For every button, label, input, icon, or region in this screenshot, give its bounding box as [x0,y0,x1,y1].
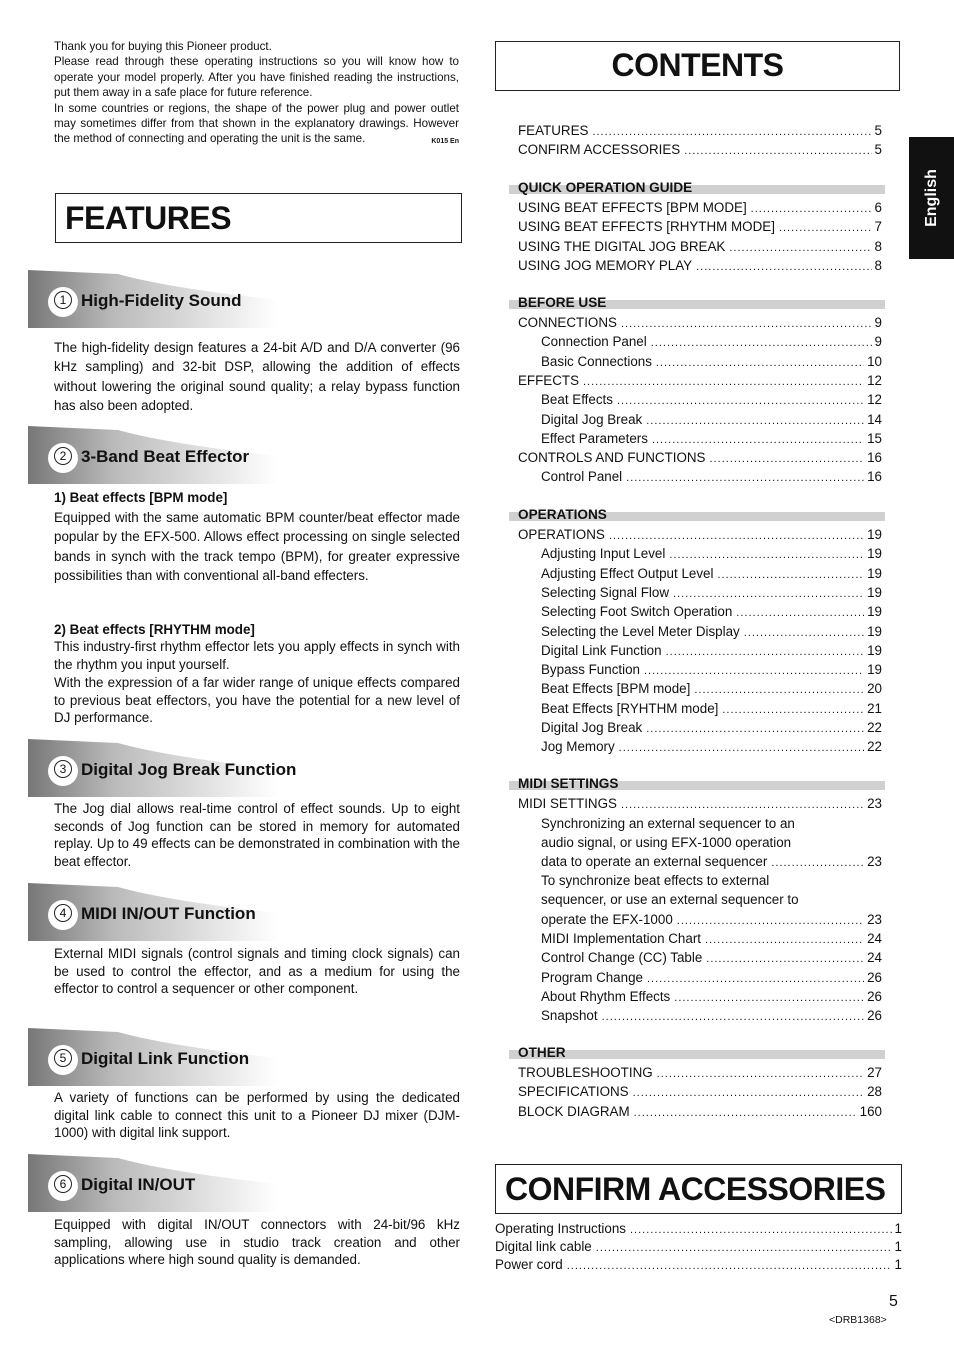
feature-2-header [28,426,278,484]
toc-entry-label: Snapshot [541,1008,598,1024]
accessory-label: Power cord [495,1257,563,1272]
toc-entry-text: Synchronizing an external sequencer to an [541,816,795,831]
feature-2-text1: Equipped with the same automatic BPM counter/beat effector made popular by the EFX-500. Allows effect processing on single selected bands in synch with the track tempo (BPM), for greater expressive possibilities than with conventional all-band effecters. [54,510,460,584]
toc-entry-label: Adjusting Input Level [541,546,666,562]
toc-entry-page: 22 [867,720,882,735]
toc-entry-label: Digital Link Function [541,642,662,658]
toc-leader-dots [744,624,864,642]
toc-entry-label: CONTROLS AND FUNCTIONS [518,450,706,466]
toc-entry [518,795,882,814]
accessories-heading-box [495,1164,902,1214]
toc-leader-dots [647,970,864,988]
intro-paragraph-2-wrap [54,101,459,147]
toc-leader-dots [709,450,864,468]
toc-entry-label: Jog Memory [541,739,615,755]
toc-entry-label: Selecting the Level Meter Display [541,623,740,639]
feature-5-header [28,1028,278,1086]
toc-entry-page: 21 [867,700,882,716]
toc-leader-dots [630,1221,892,1239]
toc-leader-dots [592,123,871,141]
toc-entry [541,949,882,968]
toc-leader-dots [657,1065,864,1083]
feature-4-text: External MIDI signals (control signals and timing clock signals) can be used to control the effector, and as a medium for using the effector to control a sequencer or other component. [54,946,460,997]
toc-entry-page: 12 [867,392,882,408]
toc-entry [541,661,882,680]
feature-4-title: MIDI IN/OUT Function [81,904,256,923]
toc-entry [518,218,882,237]
accessory-item [495,1220,902,1239]
accessory-quantity: 1 [894,1257,902,1272]
toc-entry-label: Adjusting Effect Output Level [541,565,714,581]
toc-entry [518,526,882,545]
toc-entry [541,333,882,352]
toc-leader-dots [633,1084,864,1102]
toc-entry-page: 24 [867,931,882,946]
toc-entry [541,353,882,372]
toc-entry [518,122,882,141]
intro-paragraph-1: Please read through these operating instructions so you will know how to operate your model properly. After you have finished reading the instructions, put them away in a safe place for future reference. [54,55,459,100]
toc-entry-label: CONNECTIONS [518,315,617,330]
toc-entry-label: USING BEAT EFFECTS [RHYTHM MODE] [518,219,775,235]
toc-leader-dots [646,412,864,430]
language-tab [909,137,954,259]
toc-entry-label: data to operate an external sequencer [541,854,768,869]
toc-entry-label: USING JOG MEMORY PLAY [518,257,693,273]
toc-leader-dots [567,1257,892,1275]
toc-leader-dots [602,1008,865,1026]
toc-entry [541,468,882,487]
toc-entry-page: 26 [867,1008,882,1024]
toc-entry-page: 160 [859,1103,882,1119]
feature-2-title: 3-Band Beat Effector [81,447,250,466]
toc-entry-label: Digital Jog Break [541,411,643,427]
feature-2-sub1: 1) Beat effects [BPM mode] [54,490,228,505]
toc-entry [518,314,882,333]
toc-leader-dots [694,681,864,699]
toc-entry-page: 19 [867,642,882,658]
toc-entry-label: operate the EFX-1000 [541,912,673,927]
toc-entry-page: 26 [867,969,882,985]
toc-entry-label: MIDI Implementation Chart [541,931,702,946]
toc-section-title: MIDI SETTINGS [518,776,619,791]
toc-leader-dots [751,200,872,218]
toc-entry-page: 28 [867,1084,882,1100]
toc-entry-page: 8 [874,257,882,273]
accessories-heading: CONFIRM ACCESSORIES [505,1171,886,1207]
toc-section-title: QUICK OPERATION GUIDE [518,180,693,195]
feature-3-text: The Jog dial allows real-time control of effect sounds. Up to eight seconds of Jog function can be stored in memory for automated replay. Up to 49 effects can be demonstrated in combination with the beat effector. [54,801,460,869]
toc-leader-dots [583,373,864,391]
toc-entry-label: MIDI SETTINGS [518,796,617,811]
toc-leader-dots [722,701,864,719]
toc-entry-label: OPERATIONS [518,527,605,542]
toc-leader-dots [646,720,864,738]
page-number: 5 [889,1293,898,1310]
feature-3-number: 3 [54,760,72,778]
toc-entry [541,411,882,430]
toc-entry-page: 20 [867,681,882,697]
toc-entry [541,738,882,757]
toc-entry [541,623,882,642]
toc-entry [518,257,882,276]
toc-entry-text: To synchronize beat effects to external [541,873,770,888]
toc-entry-page: 27 [867,1065,882,1080]
toc-entry [541,545,882,564]
toc-entry-label: FEATURES [518,123,589,138]
feature-2-text2: This industry-first rhythm effector lets you apply effects in synch with the rhythm you input yourself. [54,639,460,672]
toc-entry [541,911,882,930]
feature-6-title: Digital IN/OUT [81,1175,196,1194]
toc-entry [541,680,882,699]
toc-leader-dots [696,258,871,276]
toc-entry-label: Program Change [541,969,643,985]
toc-entry-page: 19 [867,565,882,581]
toc-entry [541,719,882,738]
toc-section-header [509,1046,885,1061]
toc-entry-label: CONFIRM ACCESSORIES [518,142,681,157]
accessory-item [495,1256,902,1275]
toc-leader-dots [717,566,864,584]
toc-entry-page: 9 [874,315,882,330]
toc-entry-page: 5 [874,123,882,138]
contents-heading-box [495,41,900,91]
toc-entry-label: Control Panel [541,469,623,485]
feature-3-title: Digital Jog Break Function [81,760,297,779]
toc-leader-dots [621,315,872,333]
toc-entry [541,565,882,584]
toc-entry-page: 23 [867,796,882,811]
toc-entry-label: Bypass Function [541,662,640,678]
toc-entry-page: 19 [867,527,882,542]
accessory-label: Operating Instructions [495,1221,626,1236]
toc-leader-dots [634,1104,857,1122]
accessory-quantity: 1 [894,1221,902,1236]
toc-entry-label: EFFECTS [518,372,580,388]
toc-leader-dots [652,431,864,449]
toc-entry-label: USING THE DIGITAL JOG BREAK [518,238,726,254]
feature-6-text: Equipped with digital IN/OUT connectors with 24-bit/96 kHz sampling, allowing use in studio track creation and other applications where high sound quality is demanded. [54,1217,460,1268]
toc-leader-dots [674,989,864,1007]
toc-entry-page: 10 [867,353,882,369]
toc-entry-page: 7 [874,219,882,235]
intro-paragraph-2: In some countries or regions, the shape of the power plug and power outlet may sometimes differ from that shown in the explanatory drawings. However the method of connecting and operating the unit is the same. [54,101,459,146]
toc-entry-label: Effect Parameters [541,430,648,446]
intro-text [54,39,459,147]
toc-entry [518,449,882,468]
features-heading-box [55,193,462,243]
toc-section-header [509,296,885,311]
toc-entry [541,700,882,719]
toc-entry [541,430,882,449]
feature-3-header [28,739,297,797]
toc-entry-label: Basic Connections [541,353,652,369]
toc-entry [541,391,882,410]
toc-leader-dots [771,854,864,872]
toc-entry [541,603,882,622]
toc-entry-label: USING BEAT EFFECTS [BPM MODE] [518,200,747,215]
toc-entry [541,988,882,1007]
toc-leader-dots [609,527,864,545]
toc-section-header [509,777,885,792]
toc-leader-dots [705,931,864,949]
feature-1-title: High-Fidelity Sound [81,291,242,310]
toc-entry-label: About Rhythm Effects [541,988,671,1004]
toc-entry-page: 19 [867,584,882,600]
toc-entry [518,1103,882,1122]
feature-4-number: 4 [54,904,72,922]
toc-section-title: BEFORE USE [518,295,607,310]
toc-leader-dots [684,142,871,160]
toc-entry-page: 9 [874,334,882,350]
toc-entry-label: Beat Effects [BPM mode] [541,681,691,697]
toc-entry [518,372,882,391]
toc-entry-label: Digital Jog Break [541,720,643,735]
toc-entry-label: Beat Effects [RYHTHM mode] [541,700,719,716]
toc-entry-page: 6 [874,200,882,215]
toc-entry-label: BLOCK DIAGRAM [518,1103,630,1119]
toc-entry [541,969,882,988]
toc-entry [518,238,882,257]
toc-entry-page: 16 [867,450,882,466]
toc-leader-dots [706,950,864,968]
toc-section-title: OTHER [518,1045,566,1060]
feature-1-header [28,270,278,328]
toc-entry-page: 19 [867,604,882,620]
toc-entry-page: 24 [867,950,882,966]
toc-entry-page: 8 [874,238,882,254]
toc-entry-page: 23 [867,912,882,927]
features-heading: FEATURES [65,200,232,236]
document-code: <DRB1368> [829,1314,887,1326]
toc-entry-page: 19 [867,546,882,562]
accessory-quantity: 1 [894,1239,902,1254]
toc-entry-text: sequencer, or use an external sequencer to [541,892,799,907]
toc-entry [541,642,882,661]
toc-entry-label: TROUBLESHOOTING [518,1065,653,1080]
toc-entry-label: Beat Effects [541,392,613,408]
language-tab-label: English [922,169,940,227]
toc-entry [518,1064,882,1083]
toc-leader-dots [677,912,864,930]
toc-leader-dots [626,469,864,487]
toc-entry-label: Selecting Signal Flow [541,584,670,600]
feature-6-number: 6 [54,1175,72,1193]
toc-entry-page: 12 [867,372,882,388]
toc-entry-page: 5 [874,142,882,157]
feature-5-title: Digital Link Function [81,1049,250,1068]
toc-entry-page: 19 [867,623,882,639]
toc-leader-dots [729,239,871,257]
toc-leader-dots [596,1239,892,1257]
feature-2-number: 2 [54,447,72,465]
feature-2-text3: With the expression of a far wider range of unique effects compared to previous beat effectors, you have the potential for a new level of DJ performance. [54,675,460,726]
toc-section-header [509,181,885,196]
accessory-label: Digital link cable [495,1239,592,1254]
feature-1-text: The high-fidelity design features a 24-bit A/D and D/A converter (96 kHz sampling) and 32-bit DSP, allowing the addition of effects without lowering the original sound quality; a relay bypass function has also been adopted. [54,340,460,414]
toc-entry [518,1083,882,1102]
toc-entry-page: 22 [867,739,882,755]
toc-leader-dots [621,796,864,814]
toc-entry-label: Connection Panel [541,334,647,350]
toc-section-title: OPERATIONS [518,507,607,522]
toc-leader-dots [617,392,864,410]
toc-entry-text: audio signal, or using EFX-1000 operation [541,835,792,850]
toc-section-header [509,508,885,523]
toc-leader-dots [666,643,865,661]
toc-leader-dots [673,585,864,603]
toc-entry [541,930,882,949]
toc-leader-dots [651,334,872,352]
contents-heading: CONTENTS [611,47,784,83]
toc-entry [541,1007,882,1026]
toc-leader-dots [736,604,864,622]
toc-entry-page: 15 [867,430,882,446]
feature-2-sub2: 2) Beat effects [RHYTHM mode] [54,622,255,637]
toc-entry-page: 14 [867,411,882,427]
toc-entry-page: 26 [867,988,882,1004]
toc-entry [518,199,882,218]
feature-6-header [28,1154,278,1212]
toc-entry-label: Selecting Foot Switch Operation [541,604,733,620]
accessory-item [495,1238,902,1257]
toc-entry-label: SPECIFICATIONS [518,1084,629,1100]
feature-5-number: 5 [54,1049,72,1067]
intro-thanks: Thank you for buying this Pioneer product. [54,40,272,53]
feature-5-text: A variety of functions can be performed by using the dedicated digital link cable to connect this unit to a Pioneer DJ mixer (DJM-1000) with digital link support. [54,1090,460,1141]
toc-entry-label: Control Change (CC) Table [541,950,703,966]
toc-entry [541,853,882,872]
toc-leader-dots [779,219,872,237]
toc-leader-dots [669,546,864,564]
feature-1-number: 1 [54,291,72,309]
feature-4-header [28,883,278,941]
toc-leader-dots [619,739,864,757]
toc-entry [518,141,882,160]
toc-entry-page: 23 [867,854,882,869]
toc-leader-dots [656,354,864,372]
toc-entry [541,584,882,603]
toc-entry-page: 16 [867,469,882,485]
intro-code: K015 En [431,137,459,145]
toc-leader-dots [644,662,864,680]
toc-entry-page: 19 [867,662,882,678]
